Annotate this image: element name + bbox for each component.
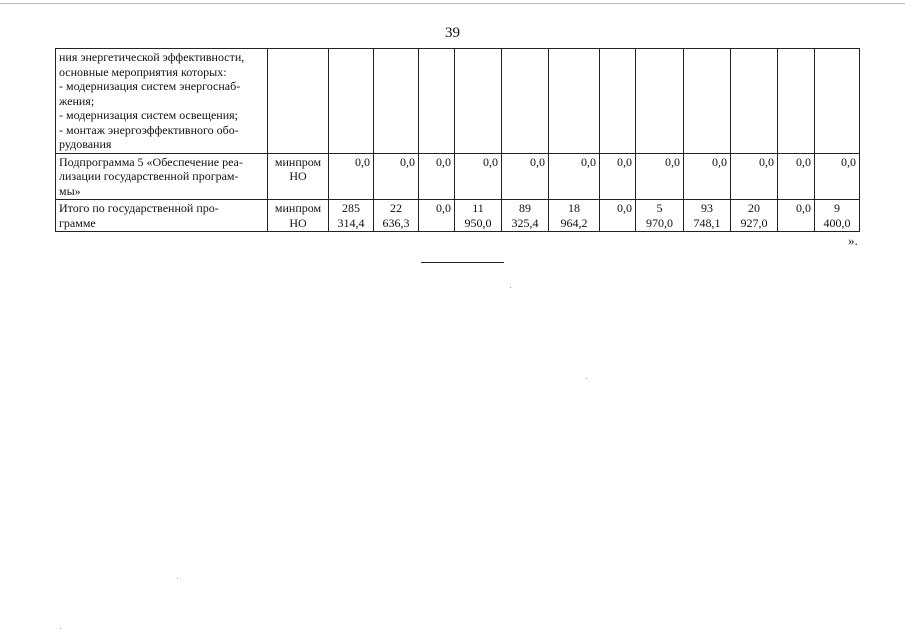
- value-cell: 0,0: [684, 153, 731, 200]
- value-line: 285: [342, 201, 360, 215]
- unit-cell: [268, 200, 329, 232]
- value-cell: [778, 49, 815, 154]
- value-line: 748,1: [693, 215, 721, 230]
- value-line: 0,0: [617, 201, 632, 215]
- row-label-line: - монтаж энергоэффективного обо-: [59, 122, 239, 137]
- row-label-line: лизации государственной програм-: [59, 169, 239, 183]
- row-label-cell: [56, 49, 268, 154]
- value-line: 20: [748, 201, 760, 215]
- value-cell: [636, 200, 684, 232]
- value-line: 89: [519, 201, 531, 215]
- value-cell: [815, 200, 860, 232]
- value-cell: 0,0: [419, 153, 455, 200]
- value-cell: [329, 200, 374, 232]
- value-cell: [549, 49, 600, 154]
- value-cell: [455, 200, 502, 232]
- row-label-line: рудования: [59, 137, 112, 151]
- unit-line: НО: [289, 215, 307, 230]
- value-cell: [502, 49, 549, 154]
- value-cell: [455, 49, 502, 154]
- scan-speck: [510, 287, 511, 288]
- value-line: 950,0: [464, 215, 492, 230]
- row-label-line: ния энергетической эффективности,: [59, 50, 245, 64]
- row-label-line: жения;: [59, 93, 95, 108]
- value-line: 636,3: [382, 215, 410, 230]
- value-cell: [374, 49, 419, 154]
- unit-cell: [268, 153, 329, 200]
- value-cell: 0,0: [329, 153, 374, 200]
- value-cell: [636, 49, 684, 154]
- value-line: 964,2: [560, 215, 588, 230]
- scan-speck: [60, 628, 61, 629]
- value-line: 314,4: [337, 215, 365, 230]
- value-cell: 0,0: [374, 153, 419, 200]
- row-label-line: грамме: [59, 215, 96, 230]
- value-line: 9: [834, 201, 840, 215]
- unit-line: минпром: [274, 154, 322, 169]
- unit-line: НО: [289, 169, 307, 183]
- table-row: [56, 200, 860, 232]
- value-cell: 0,0: [815, 153, 860, 200]
- value-line: 970,0: [646, 215, 673, 230]
- closing-quote-mark: ».: [848, 233, 858, 248]
- value-cell: [731, 49, 778, 154]
- value-line: 22: [390, 201, 402, 215]
- value-cell: [684, 49, 731, 154]
- table-row: [56, 153, 860, 200]
- value-line: 0,0: [796, 201, 811, 215]
- top-page-edge: [0, 3, 905, 4]
- section-separator-rule: [421, 262, 504, 263]
- row-label-line: - модернизация систем энергоснаб-: [59, 79, 241, 93]
- unit-line: минпром: [274, 201, 322, 215]
- value-line: 18: [568, 201, 580, 215]
- value-cell: [374, 200, 419, 232]
- value-cell: [419, 49, 455, 154]
- value-cell: 0,0: [455, 153, 502, 200]
- value-cell: 0,0: [549, 153, 600, 200]
- scan-speck: [586, 378, 587, 379]
- value-cell: [329, 49, 374, 154]
- value-cell: [684, 200, 731, 232]
- row-label-line: - модернизация систем освещения;: [59, 108, 238, 122]
- value-cell: [731, 200, 778, 232]
- unit-cell: [268, 49, 329, 154]
- row-label-line: мы»: [59, 183, 81, 198]
- value-cell: [778, 200, 815, 232]
- row-label-cell: [56, 153, 268, 200]
- value-cell: 0,0: [778, 153, 815, 200]
- value-cell: 0,0: [636, 153, 684, 200]
- program-funding-table: [55, 48, 860, 232]
- value-cell: 0,0: [731, 153, 778, 200]
- value-line: 11: [472, 201, 484, 215]
- value-cell: [600, 200, 636, 232]
- value-line: 0,0: [436, 201, 451, 215]
- row-label-line: основные мероприятия которых:: [59, 64, 227, 79]
- value-line: 927,0: [740, 215, 768, 230]
- value-cell: [502, 200, 549, 232]
- value-cell: 0,0: [502, 153, 549, 200]
- value-line: 325,4: [511, 215, 539, 230]
- scan-speck: [177, 578, 178, 579]
- row-label-line: Подпрограмма 5 «Обеспечение реа-: [59, 154, 243, 169]
- value-line: 93: [701, 201, 713, 215]
- value-cell: 0,0: [600, 153, 636, 200]
- value-cell: [815, 49, 860, 154]
- value-line: 400,0: [823, 215, 851, 230]
- row-label-line: Итого по государственной про-: [59, 201, 219, 215]
- row-label-cell: [56, 200, 268, 232]
- value-cell: [600, 49, 636, 154]
- page-number: 39: [445, 25, 460, 41]
- value-line: 5: [656, 201, 663, 215]
- table-row: [56, 49, 860, 154]
- value-cell: [419, 200, 455, 232]
- value-cell: [549, 200, 600, 232]
